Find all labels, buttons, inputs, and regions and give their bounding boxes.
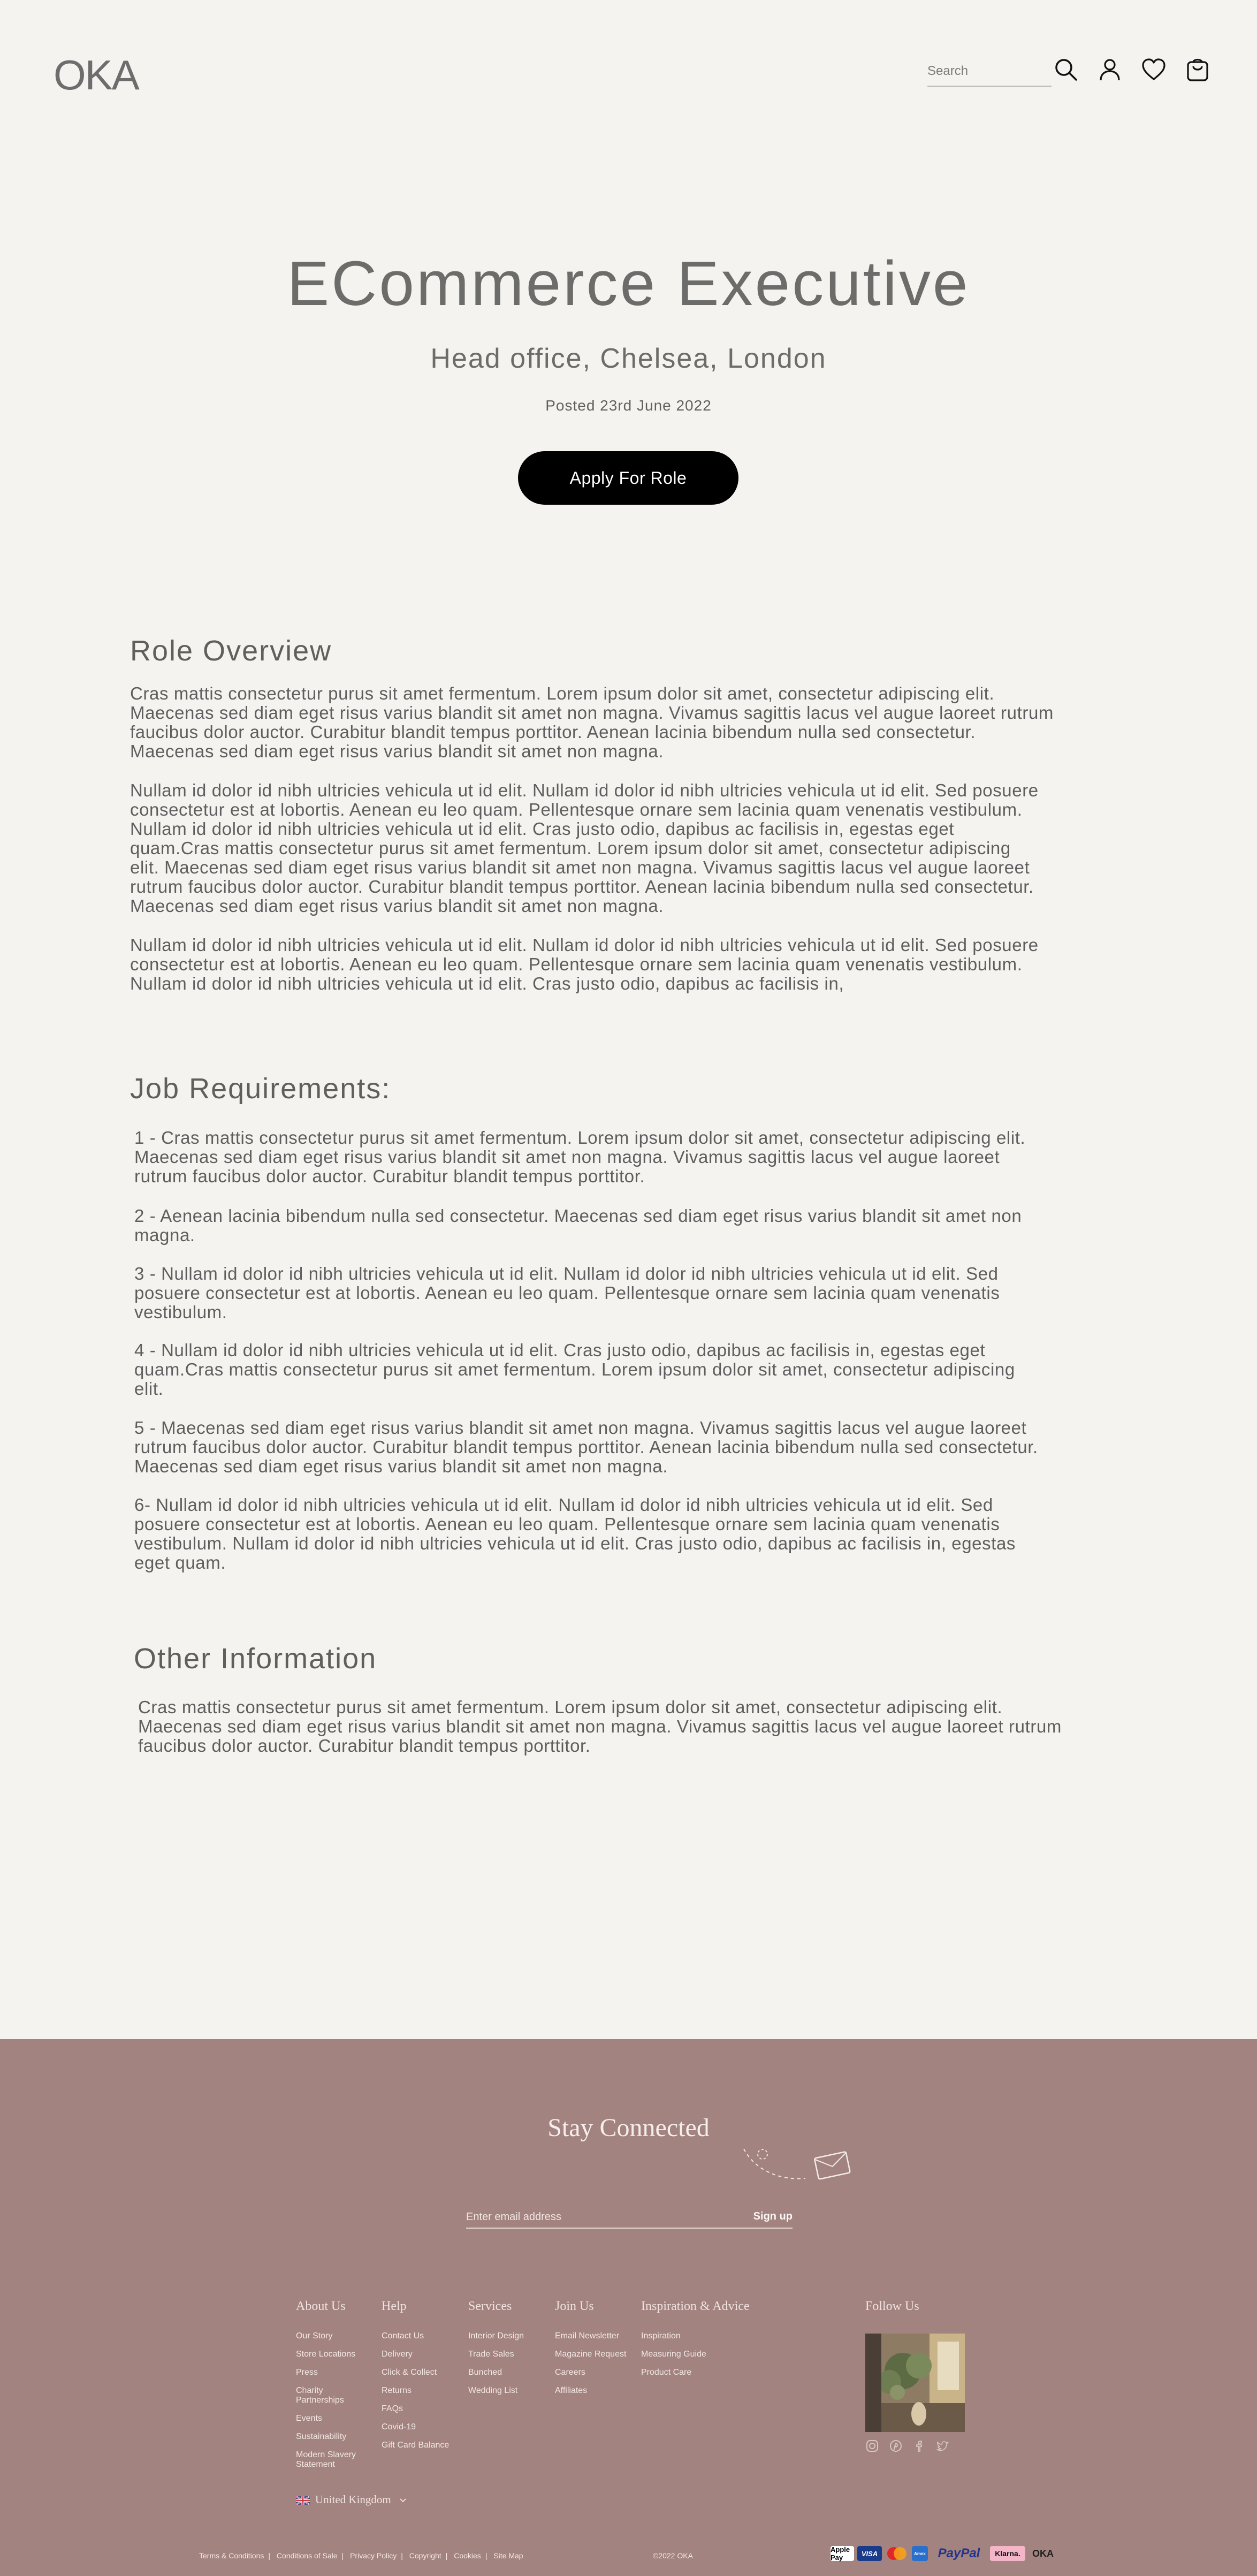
footer-link[interactable]: Inspiration [641,2331,681,2341]
oka-logo[interactable]: OKA [54,51,139,98]
footer-link[interactable]: Sustainability [296,2432,347,2441]
footer-link[interactable]: Bunched [468,2368,502,2377]
footer-heading-services: Services [468,2299,512,2313]
requirement-item: 3 - Nullam id dolor id nibh ultricies vehicula ut id elit. Nullam id dolor id nibh ultricies vehicula ut id elit. Sed posuere consectetur est at lobortis. Aenean eu leo quam. Pellentesque ornare sem lacinia quam venenatis vestibulum. [134,1264,1000,1322]
footer-heading-join-us: Join Us [555,2299,594,2313]
footer-link[interactable]: FAQs [382,2404,403,2413]
sign-up-button[interactable]: Sign up [753,2210,793,2222]
footer-link[interactable]: Store Locations [296,2350,356,2359]
footer-link[interactable]: Covid-19 [382,2422,416,2431]
footer-column-join-us [555,2331,630,2404]
footer-column-services [468,2331,532,2404]
footer-link[interactable]: Magazine Request [555,2350,627,2359]
legal-link[interactable]: Conditions of Sale [276,2551,338,2560]
pinterest-icon[interactable] [889,2439,903,2453]
instagram-icon[interactable] [865,2439,879,2453]
search-icon[interactable] [1053,57,1079,82]
requirement-item: 4 - Nullam id dolor id nibh ultricies vehicula ut id elit. Cras justo odio, dapibus ac facilisis in, egestas eget quam.Cras mattis consectetur purus sit amet fermentum. Lorem ipsum dolor sit amet, consectetur adipiscing elit. [134,1340,1015,1399]
footer-link[interactable]: Product Care [641,2368,692,2377]
apply-for-role-button[interactable]: Apply For Role [518,451,738,505]
bag-icon[interactable] [1185,57,1210,82]
legal-link[interactable]: Site Map [493,2551,523,2560]
search-input[interactable] [927,58,1052,85]
role-overview-paragraph: Nullam id dolor id nibh ultricies vehicula ut id elit. Nullam id dolor id nibh ultricies vehicula ut id elit. Sed posuere consectetur est at lobortis. Aenean eu leo quam. Pellentesque ornare sem lacinia quam venenatis vestibulum. Nullam id dolor id nibh ultricies vehicula ut id elit. Cras justo odio, dapibus ac facilisis in, [130,935,1039,993]
account-icon[interactable] [1097,57,1123,82]
footer-link[interactable]: Affiliates [555,2386,588,2395]
email-input[interactable] [466,2207,734,2227]
uk-flag-icon [296,2496,310,2505]
footer-link[interactable]: Charity Partnerships [296,2386,344,2405]
job-requirements-heading: Job Requirements: [130,1073,391,1105]
footer-link[interactable]: Gift Card Balance [382,2441,450,2450]
visa-icon: VISA [857,2546,882,2561]
posted-date: Posted 23rd June 2022 [545,397,712,414]
job-title: ECommerce Executive [287,248,970,319]
amex-icon: Amex [912,2546,928,2561]
other-information-heading: Other Information [134,1643,377,1675]
footer-link[interactable]: Contact Us [382,2331,424,2341]
footer-link[interactable]: Events [296,2414,322,2423]
instagram-post-image[interactable] [865,2334,965,2432]
footer-heading-about-us: About Us [296,2299,346,2313]
footer-heading-inspiration: Inspiration & Advice [641,2299,750,2313]
chevron-down-icon [399,2498,407,2503]
footer-link[interactable]: Modern Slavery Statement [296,2450,356,2469]
footer-link[interactable]: Returns [382,2386,412,2395]
footer-link[interactable]: Trade Sales [468,2350,514,2359]
legal-link[interactable]: Privacy Policy [350,2551,397,2560]
newsletter-form [466,2207,793,2229]
requirement-item: 6- Nullam id dolor id nibh ultricies vehicula ut id elit. Nullam id dolor id nibh ultricies vehicula ut id elit. Sed posuere consectetur est at lobortis. Aenean eu leo quam. Pellentesque ornare sem lacinia quam venenatis vestibulum. Nullam id dolor id nibh ultricies vehicula ut id elit. Cras justo odio, dapibus ac facilisis in, egestas eget quam. [134,1495,1016,1572]
search-bar [927,58,1052,87]
envelope-doodle-icon [741,2144,859,2186]
twitter-icon[interactable] [936,2439,950,2453]
footer-link[interactable]: Careers [555,2368,585,2377]
wishlist-heart-icon[interactable] [1141,57,1167,82]
footer-column-about-us [296,2331,360,2478]
country-name: United Kingdom [315,2493,391,2506]
role-overview-paragraph: Cras mattis consectetur purus sit amet fermentum. Lorem ipsum dolor sit amet, consectetur adipiscing elit. Maecenas sed diam eget risus varius blandit sit amet non magna. Vivamus sagittis lacus vel augue laoreet rutrum faucibus dolor auctor. Curabitur blandit tempus porttitor. Aenean lacinia bibendum nulla sed consectetur. Maecenas sed diam eget risus varius blandit sit amet non magna. [130,683,1054,761]
role-overview-paragraph: Nullam id dolor id nibh ultricies vehicula ut id elit. Nullam id dolor id nibh ultricies vehicula ut id elit. Sed posuere consectetur est at lobortis. Aenean eu leo quam. Pellentesque ornare sem lacinia quam venenatis vestibulum. Nullam id dolor id nibh ultricies vehicula ut id elit. Cras justo odio, dapibus ac facilisis in, egestas eget quam.Cras mattis consectetur purus sit amet fermentum. Lorem ipsum dolor sit amet, consectetur adipiscing elit. Maecenas sed diam eget risus varius blandit sit amet non magna. Vivamus sagittis lacus vel augue laoreet rutrum faucibus dolor auctor. Curabitur blandit tempus porttitor. Aenean lacinia bibendum nulla sed consectetur. Maecenas sed diam eget risus varius blandit sit amet non magna. [130,780,1039,916]
stay-connected-heading: Stay Connected [547,2114,710,2142]
requirement-item: 1 - Cras mattis consectetur purus sit amet fermentum. Lorem ipsum dolor sit amet, consectetur adipiscing elit. Maecenas sed diam eget risus varius blandit sit amet non magna. Vivamus sagittis lacus vel augue laoreet rutrum faucibus dolor auctor. Curabitur blandit tempus porttitor. [134,1128,1026,1186]
footer-link[interactable]: Email Newsletter [555,2331,620,2341]
legal-link[interactable]: Copyright [409,2551,441,2560]
footer-link[interactable]: Delivery [382,2350,413,2359]
requirement-item: 2 - Aenean lacinia bibendum nulla sed consectetur. Maecenas sed diam eget risus varius blandit sit amet non magna. [134,1206,1022,1245]
footer-link[interactable]: Wedding List [468,2386,518,2395]
legal-link[interactable]: Cookies [454,2551,481,2560]
other-information-paragraph: Cras mattis consectetur purus sit amet fermentum. Lorem ipsum dolor sit amet, consectetur adipiscing elit. Maecenas sed diam eget risus varius blandit sit amet non magna. Vivamus sagittis lacus vel augue laoreet rutrum faucibus dolor auctor. Curabitur blandit tempus porttitor. [138,1697,1062,1756]
country-selector[interactable] [296,2493,407,2506]
footer-link[interactable]: Press [296,2368,318,2377]
footer-link[interactable]: Interior Design [468,2331,524,2341]
facebook-icon[interactable] [912,2439,926,2453]
paypal-icon: PayPal [938,2546,980,2560]
footer-link[interactable]: Our Story [296,2331,333,2341]
oka-card-icon: OKA [1032,2548,1054,2559]
role-overview-heading: Role Overview [130,635,332,667]
apple-pay-icon: Apple Pay [831,2546,854,2561]
klarna-icon: Klarna. [990,2546,1025,2561]
footer-heading-help: Help [382,2299,407,2313]
requirement-item: 5 - Maecenas sed diam eget risus varius blandit sit amet non magna. Vivamus sagittis lacus vel augue laoreet rutrum faucibus dolor auctor. Curabitur blandit tempus porttitor. Aenean lacinia bibendum nulla sed consectetur. Maecenas sed diam eget risus varius blandit sit amet non magna. [134,1418,1038,1476]
footer-link[interactable]: Measuring Guide [641,2350,706,2359]
mastercard-icon [885,2546,909,2561]
footer-link[interactable]: Click & Collect [382,2368,437,2377]
footer-column-inspiration [641,2331,716,2386]
job-location: Head office, Chelsea, London [430,343,827,374]
footer-column-help [382,2331,456,2459]
copyright-text: ©2022 OKA [653,2551,693,2560]
footer-heading-follow-us: Follow Us [865,2299,919,2313]
legal-links: Terms & Conditions | Conditions of Sale | Privacy Policy | Copyright | Cookies | Site Map [199,2551,523,2560]
legal-link[interactable]: Terms & Conditions [199,2551,264,2560]
